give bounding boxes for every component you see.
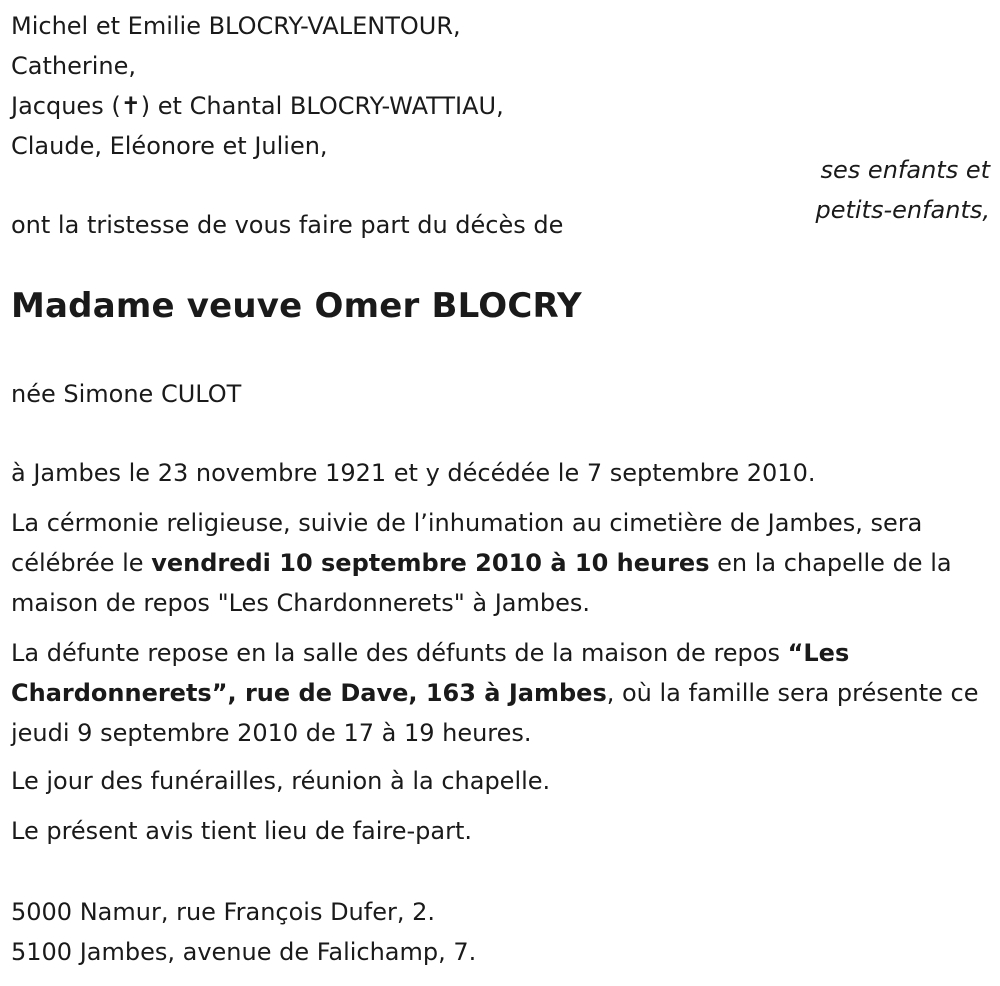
family-list (11, 6, 504, 166)
family-line-4: Claude, Eléonore et Julien, (11, 132, 328, 160)
ceremony-date-bold: vendredi 10 septembre 2010 à 10 heures (151, 549, 710, 577)
role-line-2: petits-enfants, (815, 196, 990, 224)
resting-text-before: La défunte repose en la salle des défunts de la maison de repos (11, 639, 788, 667)
address-line-2: 5100 Jambes, avenue de Falichamp, 7. (11, 938, 477, 966)
resting-location-bold: “Les Chardonnerets”, rue de Dave, 163 à Jambes (11, 639, 850, 707)
address-line-1: 5000 Namur, rue François Dufer, 2. (11, 898, 436, 926)
family-line-3: Jacques (✝) et Chantal BLOCRY-WATTIAU, (11, 92, 504, 120)
dates-paragraph: à Jambes le 23 novembre 1921 et y décédée le 7 septembre 2010. (11, 459, 816, 487)
born-name: née Simone CULOT (11, 380, 242, 408)
ceremony-paragraph (11, 503, 996, 623)
resting-paragraph (11, 633, 996, 753)
ceremony-text-before: La cérmonie religieuse, suivie de l’inhumation au cimetière de Jambes, sera célébrée le (11, 509, 923, 577)
intro-text: ont la tristesse de vous faire part du décès de (11, 211, 564, 239)
notice-paragraph: Le présent avis tient lieu de faire-part. (11, 817, 473, 845)
family-line-2: Catherine, (11, 52, 136, 80)
addresses (11, 892, 476, 972)
family-line-1: Michel et Emilie BLOCRY-VALENTOUR, (11, 12, 461, 40)
resting-text-after: , où la famille sera présente ce jeudi 9 septembre 2010 de 17 à 19 heures. (11, 679, 979, 747)
role-line-1: ses enfants et (820, 156, 990, 184)
ceremony-text-after: en la chapelle de la maison de repos "Les Chardonnerets" à Jambes. (11, 549, 952, 617)
deceased-name: Madame veuve Omer BLOCRY (11, 286, 582, 326)
family-role (815, 150, 990, 230)
funeral-day-paragraph: Le jour des funérailles, réunion à la chapelle. (11, 767, 551, 795)
